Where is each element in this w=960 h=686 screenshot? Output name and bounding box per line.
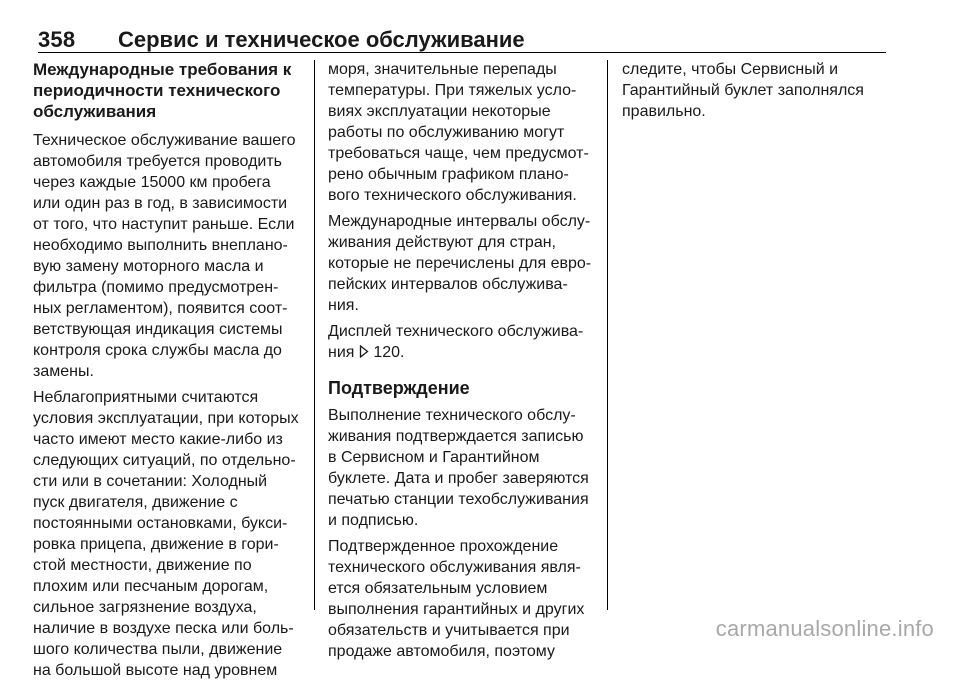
paragraph-international-intervals: Международные интервалы обслу- живания действуют для стран, которые не перечислены для евро- пейских интервалов обслужива- ния.	[328, 213, 592, 314]
paragraph-severe-continued: моря, значительные перепады температуры. При тяжелых усло- виях эксплуатации некоторые работы по обслуживанию могут требоваться чаще, чем предусмот- рено обычным графиком плано- вого технического обслуживания.	[328, 61, 589, 204]
column-3	[622, 59, 890, 127]
running-title: Сервис и техническое обслуживание	[118, 27, 525, 52]
page-reference-link[interactable]	[359, 344, 405, 361]
column-divider-left	[314, 60, 315, 610]
paragraph-service-display: Дисплей технического обслужива- ния 120.	[328, 323, 584, 361]
paragraph-warranty: Подтвержденное прохождение технического обслуживания явля- ется обязательным условием выполнения гарантийных и других обязательств и учитывается при продаже автомобиля, поэтому	[328, 538, 585, 660]
reference-text: ния	[328, 344, 355, 361]
page-number: 358	[38, 27, 76, 52]
watermark: carmanualsonline.info	[715, 616, 934, 641]
column-1	[33, 59, 301, 686]
reference-page-number: 120.	[373, 344, 405, 361]
paragraph-severe-conditions: Неблагоприятными считаются условия эксплуатации, при которых часто имеют место какие-либо из следующих ситуаций, по отдельно- сти или в сочетании: Холодный пуск двигателя, движение с постоянными остановками, букси- ровка прицепа, движение в гори- стой местности, движение по плохим или песчаным дорогам, сильное загрязнение воздуха, наличие в воздухе песка или боль- шого количества пыли, движение на большой высоте над уровнем	[33, 389, 299, 679]
header-rule	[38, 52, 886, 53]
subheading-confirmation: Подтверждение	[328, 378, 470, 398]
column-divider-right	[607, 60, 608, 610]
column-2	[328, 59, 596, 667]
page-reference-arrow-icon	[359, 345, 369, 358]
paragraph-service-interval: Техническое обслуживание вашего автомобиля требуется проводить через каждые 15000 км пробега или один раз в год, в зависимости от того, что наступит раньше. Если необходимо выполнить внеплано- вую замену моторного масла и фильтра (помимо предусмотрен- ных регламентом), появится соот- ветствующая индикация системы контроля срока службы масла до замены.	[33, 132, 296, 380]
paragraph-booklet: следите, чтобы Сервисный и Гарантийный буклет заполнялся правильно.	[622, 61, 864, 120]
section-heading: Международные требования к периодичности технического обслуживания	[33, 60, 292, 121]
page-header	[38, 27, 888, 53]
paragraph-confirmation: Выполнение технического обслу- живания подтверждается записью в Сервисном и Гарантийном буклете. Дата и пробег заверяются печатью станции техобслуживания и подписью.	[328, 407, 589, 529]
